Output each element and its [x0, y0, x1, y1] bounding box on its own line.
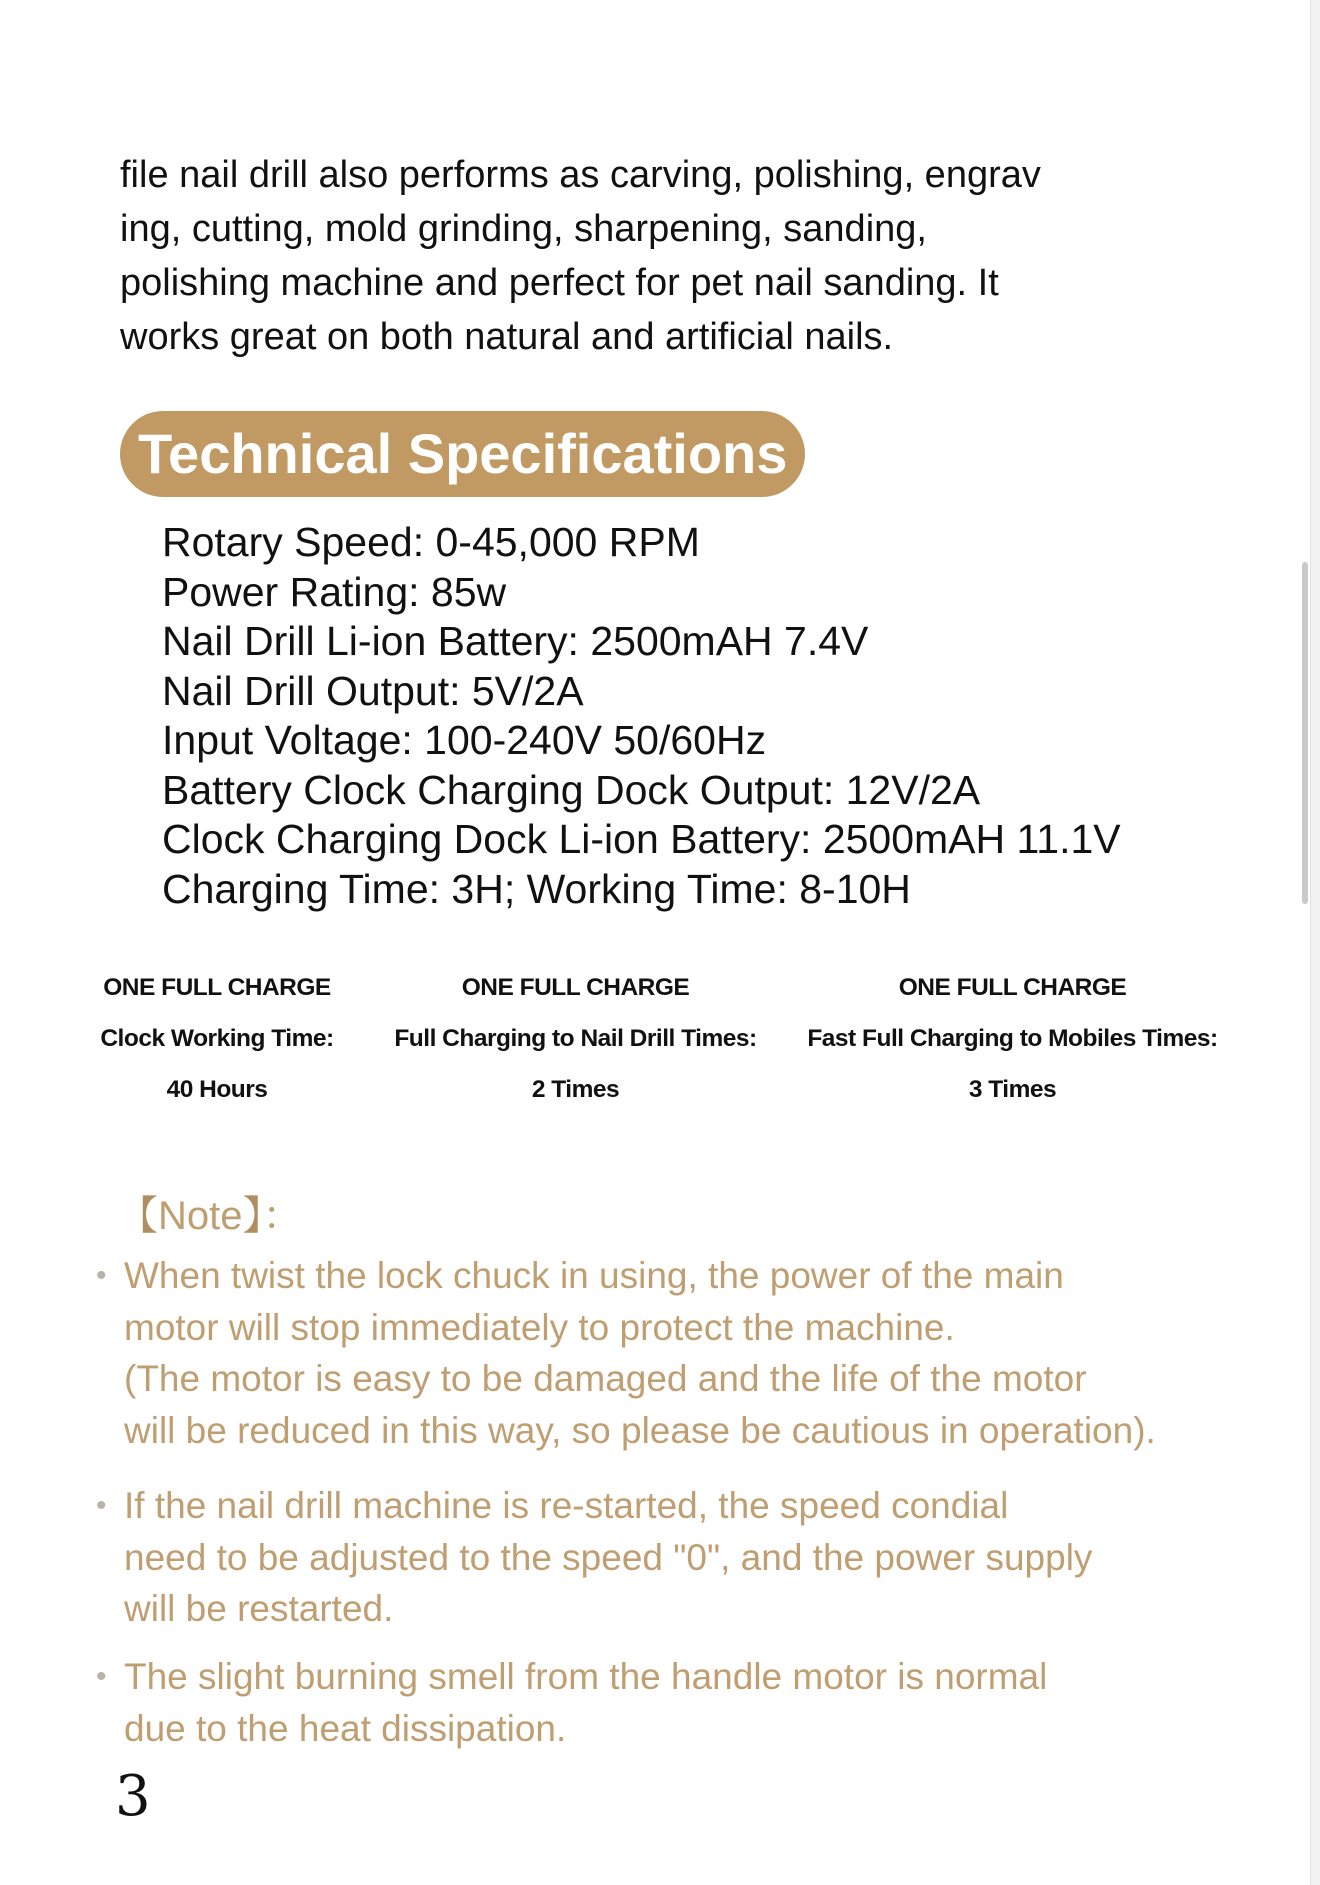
intro-line: polishing machine and perfect for pet nail sanding. It [120, 262, 999, 304]
spec-item: Clock Charging Dock Li-ion Battery: 2500mAH 11.1V [162, 816, 1121, 862]
bullet-icon: • [96, 1259, 107, 1292]
note-line: motor will stop immediately to protect the machine. [124, 1306, 955, 1348]
note-open-bracket: 【 [118, 1194, 158, 1238]
charge-title: ONE FULL CHARGE [461, 974, 690, 1001]
note-line: need to be adjusted to the speed "0", and the power supply [124, 1536, 1093, 1578]
note-title-text: Note [158, 1194, 243, 1238]
note-colon: ： [262, 1194, 303, 1238]
spec-item: Nail Drill Li-ion Battery: 2500mAH 7.4V [162, 618, 869, 664]
charge-title: ONE FULL CHARGE [103, 974, 331, 1001]
note-close-bracket: 】 [242, 1194, 263, 1238]
spec-item: Input Voltage: 100-240V 50/60Hz [162, 717, 767, 763]
note-line: (The motor is easy to be damaged and the life of the motor [124, 1358, 1087, 1399]
bullet-icon: • [96, 1660, 107, 1693]
charge-title: ONE FULL CHARGE [898, 974, 1127, 1001]
note-item [96, 1480, 1093, 1635]
spec-item: Nail Drill Output: 5V/2A [162, 667, 584, 714]
charge-column-nail-drill [383, 962, 768, 1115]
note-line: will be reduced in this way, so please be cautious in operation). [124, 1409, 1156, 1451]
intro-line: file nail drill also performs as carving, polishing, engrav [120, 154, 1041, 196]
scrollbar-thumb[interactable] [1302, 562, 1308, 904]
page-number: 3 [115, 1764, 151, 1829]
charge-value: 3 Times [968, 1076, 1057, 1103]
scrollbar-track[interactable] [1310, 0, 1320, 1885]
intro-paragraph [120, 148, 1120, 364]
spec-item: Battery Clock Charging Dock Output: 12V/2A [162, 766, 981, 813]
spec-item: Charging Time: 3H; Working Time: 8-10H [162, 865, 911, 912]
note-item [96, 1250, 1156, 1456]
technical-specifications-heading: Technical Specifications [120, 411, 805, 497]
intro-line: ing, cutting, mold grinding, sharpening, sanding, [120, 208, 927, 250]
charge-column-mobiles [800, 962, 1225, 1115]
note-line: due to the heat dissipation. [124, 1707, 567, 1749]
intro-line: works great on both natural and artificial nails. [120, 316, 894, 358]
charge-value: 2 Times [531, 1076, 620, 1103]
specification-list [162, 518, 1121, 914]
charge-label: Fast Full Charging to Mobiles Times: [807, 1025, 1218, 1052]
charge-label: Clock Working Time: [100, 1025, 334, 1052]
note-item [96, 1651, 1048, 1754]
note-line: will be restarted. [124, 1588, 394, 1629]
note-line: The slight burning smell from the handle motor is normal [124, 1656, 1048, 1697]
note-line: When twist the lock chuck in using, the power of the main [124, 1255, 1064, 1296]
charge-label: Full Charging to Nail Drill Times: [394, 1025, 757, 1052]
charge-value: 40 Hours [166, 1076, 268, 1103]
spec-item: Power Rating: 85w [162, 568, 507, 615]
note-line: If the nail drill machine is re-started, the speed condial [124, 1485, 1009, 1526]
charge-column-clock [97, 962, 337, 1115]
bullet-icon: • [96, 1489, 107, 1522]
note-heading [118, 1190, 303, 1242]
spec-item: Rotary Speed: 0-45,000 RPM [162, 519, 700, 565]
